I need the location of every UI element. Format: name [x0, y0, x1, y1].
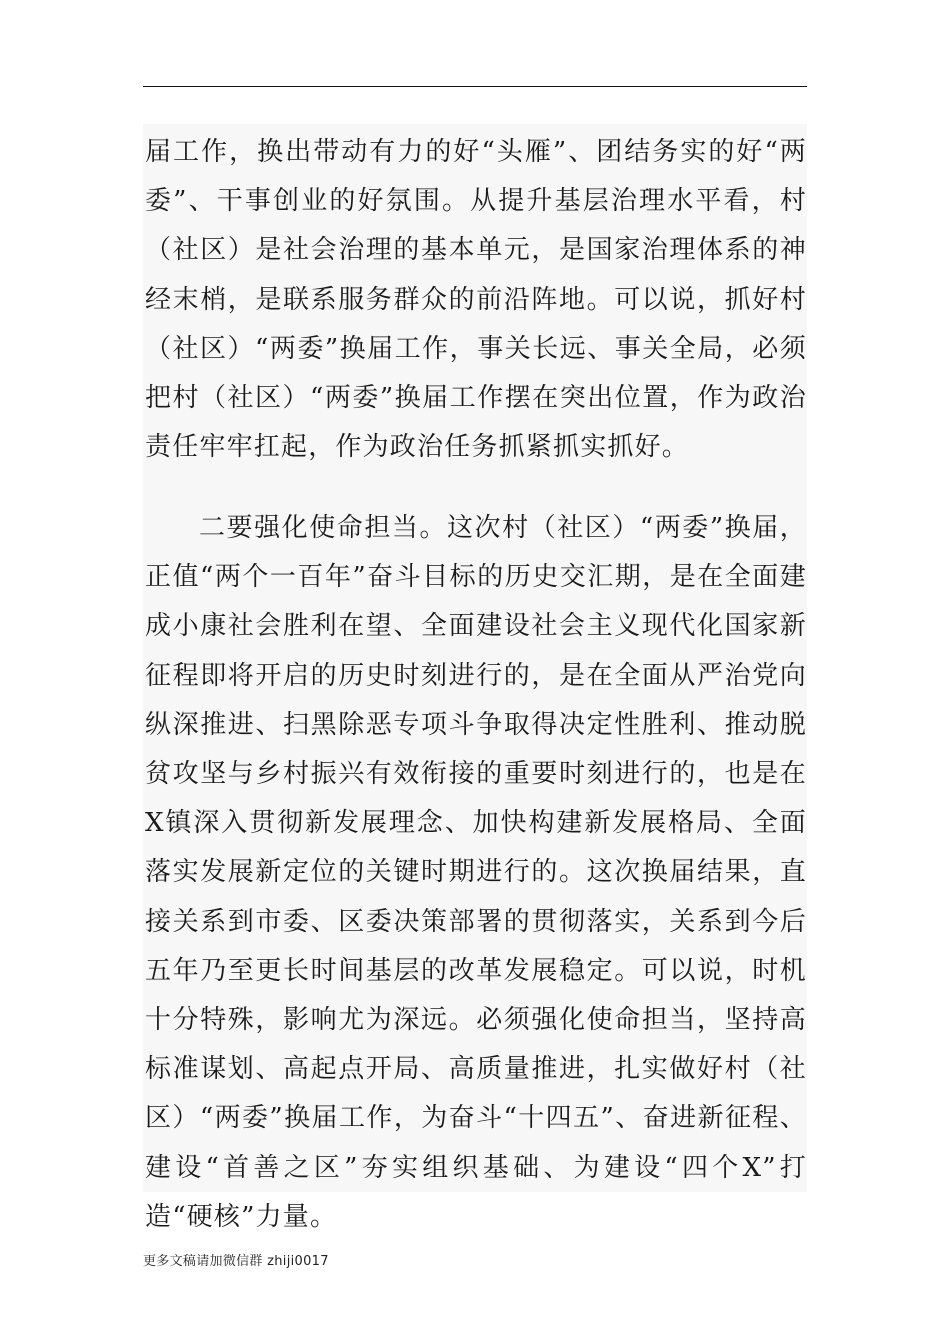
paragraph-mission: 二要强化使命担当。这次村（社区）“两委”换届，正值“两个一百年”奋斗目标的历史交汇期，是在全面建成小康社会胜利在望、全面建设社会主义现代化国家新征程即将开启的历史时刻进行的，是在全面从严治党向纵深推进、扫黑除恶专项斗争取得决定性胜利、推动脱贫攻坚与乡村振兴有效衔接的重要时刻进行的，也是在X镇深入贯彻新发展理念、加快构建新发展格局、全面落实发展新定位的关键时期进行的。这次换届结果，直接关系到市委、区委决策部署的贯彻落实，关系到今后五年乃至更长时间基层的改革发展稳定。可以说，时机十分特殊，影响尤为深远。必须强化使命担当，坚持高标准谋划、高起点开局、高质量推进，扎实做好村（社区）“两委”换届工作，为奋斗“十四五”、奋进新征程、建设“首善之区”夯实组织基础、为建设“四个X”打造“硬核”力量。 [145, 513, 807, 1232]
paragraph-continued: 届工作，换出带动有力的好“头雁”、团结务实的好“两委”、干事创业的好氛围。从提升基层治理水平看，村（社区）是社会治理的基本单元，是国家治理体系的神经末梢，是联系服务群众的前沿阵地。可以说，抓好村（社区）“两委”换届工作，事关长远、事关全局，必须把村（社区）“两委”换届工作摆在突出位置，作为政治责任牢牢扛起，作为政治任务抓紧抓实抓好。 [145, 137, 807, 463]
header-divider [143, 86, 807, 87]
document-body [143, 124, 807, 1232]
footer-note: 更多文稿请加微信群 zhiji0017 [143, 1254, 329, 1269]
